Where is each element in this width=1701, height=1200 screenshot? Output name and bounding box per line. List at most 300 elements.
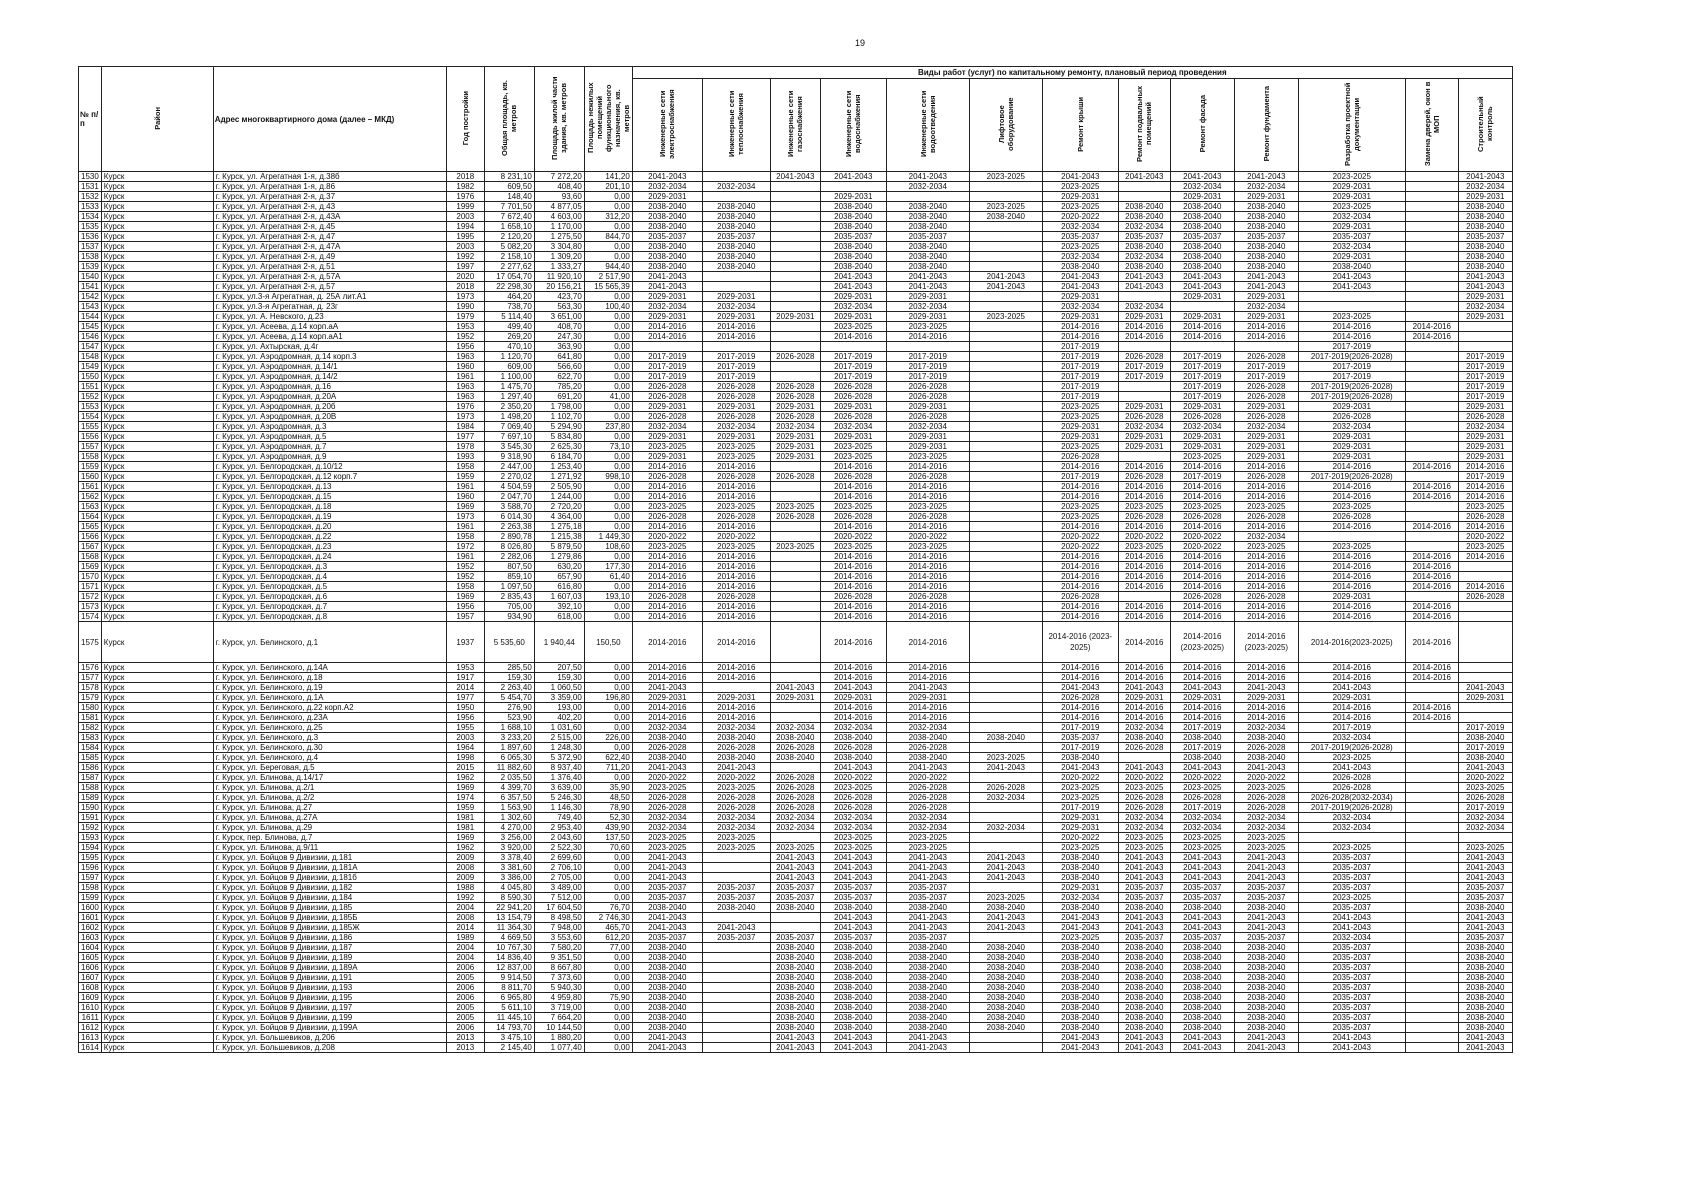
cell-doors xyxy=(1405,512,1458,522)
cell-lift xyxy=(969,542,1042,552)
cell-living-area: 657,90 xyxy=(534,572,584,582)
cell-district: Курск xyxy=(101,512,213,522)
cell-nonres-area: 312,20 xyxy=(584,212,632,222)
cell-nonres-area: 0,00 xyxy=(584,222,632,232)
cell-design: 2032-2034 xyxy=(1298,212,1405,222)
cell-basement: 2023-2025 xyxy=(1118,502,1170,512)
cell-doors xyxy=(1405,312,1458,322)
cell-control: 2041-2043 xyxy=(1458,1043,1512,1053)
cell-num: 1610 xyxy=(79,1003,102,1013)
cell-electro: 2014-2016 xyxy=(632,602,702,612)
cell-district: Курск xyxy=(101,903,213,913)
table-row xyxy=(79,222,1513,232)
cell-control: 2041-2043 xyxy=(1458,853,1512,863)
cell-year: 2004 xyxy=(446,953,484,963)
cell-foundation: 2014-2016 xyxy=(1234,492,1298,502)
cell-doors xyxy=(1405,402,1458,412)
cell-doors: 2014-2016 xyxy=(1405,673,1458,683)
cell-foundation: 2017-2019 xyxy=(1234,362,1298,372)
cell-lift xyxy=(969,582,1042,592)
cell-facade: 2038-2040 xyxy=(1170,903,1234,913)
cell-gas: 2026-2028 xyxy=(770,382,820,392)
cell-sewer: 2041-2043 xyxy=(886,863,969,873)
cell-sewer: 2041-2043 xyxy=(886,923,969,933)
cell-num: 1597 xyxy=(79,873,102,883)
cell-doors xyxy=(1405,222,1458,232)
cell-water: 2017-2019 xyxy=(820,372,886,382)
cell-year: 1973 xyxy=(446,292,484,302)
cell-nonres-area: 0,00 xyxy=(584,1013,632,1023)
cell-doors xyxy=(1405,803,1458,813)
table-row xyxy=(79,783,1513,793)
cell-sewer: 2023-2025 xyxy=(886,542,969,552)
cell-foundation: 2032-2034 xyxy=(1234,302,1298,312)
cell-nonres-area: 137,50 xyxy=(584,833,632,843)
cell-district: Курск xyxy=(101,392,213,402)
cell-num: 1566 xyxy=(79,532,102,542)
cell-address: г. Курск, ул. Агрегатная 2-я, д.47А xyxy=(213,242,446,252)
cell-num: 1562 xyxy=(79,492,102,502)
cell-district: Курск xyxy=(101,943,213,953)
cell-doors: 2014-2016 xyxy=(1405,572,1458,582)
cell-design: 2035-2037 xyxy=(1298,953,1405,963)
cell-sewer: 2038-2040 xyxy=(886,1003,969,1013)
cell-water: 2038-2040 xyxy=(820,202,886,212)
cell-basement: 2032-2034 xyxy=(1118,823,1170,833)
cell-lift: 2038-2040 xyxy=(969,943,1042,953)
cell-living-area: 1 060,50 xyxy=(534,683,584,693)
cell-heat: 2035-2037 xyxy=(702,893,770,903)
cell-design: 2017-2019 xyxy=(1298,372,1405,382)
cell-district: Курск xyxy=(101,212,213,222)
table-row xyxy=(79,683,1513,693)
cell-sewer: 2026-2028 xyxy=(886,793,969,803)
cell-heat: 2026-2028 xyxy=(702,592,770,602)
cell-facade: 2041-2043 xyxy=(1170,763,1234,773)
cell-nonres-area: 0,00 xyxy=(584,663,632,673)
cell-num: 1570 xyxy=(79,572,102,582)
table-row xyxy=(79,612,1513,622)
cell-sewer: 2026-2028 xyxy=(886,743,969,753)
cell-total-area: 5 082,20 xyxy=(484,242,534,252)
cell-total-area: 2 270,02 xyxy=(484,472,534,482)
cell-control: 2035-2037 xyxy=(1458,883,1512,893)
cell-district: Курск xyxy=(101,783,213,793)
cell-electro: 2023-2025 xyxy=(632,502,702,512)
cell-sewer: 2017-2019 xyxy=(886,372,969,382)
cell-district: Курск xyxy=(101,683,213,693)
cell-water: 2041-2043 xyxy=(820,272,886,282)
cell-design: 2014-2016 xyxy=(1298,322,1405,332)
cell-sewer: 2038-2040 xyxy=(886,222,969,232)
cell-district: Курск xyxy=(101,753,213,763)
cell-num: 1581 xyxy=(79,713,102,723)
cell-address: г. Курск, ул. Белгородская, д.18 xyxy=(213,502,446,512)
cell-lift: 2023-2025 xyxy=(969,893,1042,903)
cell-num: 1563 xyxy=(79,502,102,512)
cell-control: 2026-2028 xyxy=(1458,512,1512,522)
cell-electro: 2038-2040 xyxy=(632,993,702,1003)
cell-total-area: 17 054,70 xyxy=(484,272,534,282)
cell-lift xyxy=(969,262,1042,272)
header-work-0: Инженерные сети электроснабжения xyxy=(632,79,702,172)
cell-water: 2014-2016 xyxy=(820,462,886,472)
cell-gas: 2035-2037 xyxy=(770,883,820,893)
cell-foundation: 2014-2016 xyxy=(1234,713,1298,723)
cell-total-area: 7 672,40 xyxy=(484,212,534,222)
cell-num: 1574 xyxy=(79,612,102,622)
cell-year: 1953 xyxy=(446,663,484,673)
cell-electro: 2020-2022 xyxy=(632,532,702,542)
cell-living-area: 4 364,00 xyxy=(534,512,584,522)
cell-lift xyxy=(969,482,1042,492)
cell-doors xyxy=(1405,783,1458,793)
cell-sewer: 2038-2040 xyxy=(886,733,969,743)
cell-control: 2038-2040 xyxy=(1458,983,1512,993)
cell-water: 2038-2040 xyxy=(820,1013,886,1023)
cell-nonres-area: 0,00 xyxy=(584,893,632,903)
cell-water: 2041-2043 xyxy=(820,763,886,773)
cell-doors xyxy=(1405,893,1458,903)
cell-foundation: 2029-2031 xyxy=(1234,452,1298,462)
cell-basement: 2014-2016 xyxy=(1118,673,1170,683)
cell-electro: 2035-2037 xyxy=(632,933,702,943)
cell-electro: 2014-2016 xyxy=(632,622,702,663)
cell-water: 2014-2016 xyxy=(820,673,886,683)
cell-facade: 2017-2019 xyxy=(1170,803,1234,813)
cell-foundation: 2041-2043 xyxy=(1234,172,1298,182)
cell-year: 1992 xyxy=(446,893,484,903)
cell-water: 2041-2043 xyxy=(820,1033,886,1043)
cell-roof: 2017-2019 xyxy=(1042,372,1118,382)
cell-address: г. Курск, ул. Белинского, д.18 xyxy=(213,673,446,683)
cell-facade: 2023-2025 xyxy=(1170,833,1234,843)
cell-sewer: 2026-2028 xyxy=(886,472,969,482)
cell-basement: 2026-2028 xyxy=(1118,472,1170,482)
cell-basement: 2038-2040 xyxy=(1118,953,1170,963)
cell-facade: 2035-2037 xyxy=(1170,893,1234,903)
cell-design: 2026-2028 xyxy=(1298,773,1405,783)
cell-facade: 2029-2031 xyxy=(1170,432,1234,442)
cell-num: 1555 xyxy=(79,422,102,432)
cell-roof: 2041-2043 xyxy=(1042,282,1118,292)
cell-basement: 2041-2043 xyxy=(1118,1043,1170,1053)
cell-doors xyxy=(1405,883,1458,893)
cell-roof: 2020-2022 xyxy=(1042,532,1118,542)
cell-living-area: 1 271,92 xyxy=(534,472,584,482)
cell-roof: 2023-2025 xyxy=(1042,933,1118,943)
cell-gas: 2038-2040 xyxy=(770,983,820,993)
cell-doors xyxy=(1405,432,1458,442)
cell-foundation: 2026-2028 xyxy=(1234,512,1298,522)
cell-living-area: 11 920,10 xyxy=(534,272,584,282)
cell-address: г. Курск, ул. Аэродромная, д.3 xyxy=(213,422,446,432)
cell-district: Курск xyxy=(101,763,213,773)
cell-foundation: 2038-2040 xyxy=(1234,212,1298,222)
cell-water: 2014-2016 xyxy=(820,562,886,572)
cell-num: 1541 xyxy=(79,282,102,292)
cell-doors xyxy=(1405,1033,1458,1043)
cell-roof: 2014-2016 xyxy=(1042,322,1118,332)
cell-doors xyxy=(1405,833,1458,843)
cell-electro: 2017-2019 xyxy=(632,372,702,382)
cell-heat xyxy=(702,282,770,292)
cell-electro: 2029-2031 xyxy=(632,312,702,322)
cell-nonres-area: 237,80 xyxy=(584,422,632,432)
cell-address: г. Курск, ул. Бойцов 9 Дивизии, д.187 xyxy=(213,943,446,953)
cell-sewer: 2032-2034 xyxy=(886,723,969,733)
cell-water: 2032-2034 xyxy=(820,813,886,823)
cell-electro: 2029-2031 xyxy=(632,292,702,302)
cell-doors xyxy=(1405,733,1458,743)
cell-heat: 2026-2028 xyxy=(702,382,770,392)
cell-doors xyxy=(1405,392,1458,402)
cell-water: 2014-2016 xyxy=(820,622,886,663)
cell-address: г. Курск, ул. Агрегатная 2-я, д.37 xyxy=(213,192,446,202)
cell-control: 2038-2040 xyxy=(1458,753,1512,763)
cell-living-area: 7 948,00 xyxy=(534,923,584,933)
cell-design: 2014-2016 xyxy=(1298,332,1405,342)
cell-design: 2014-2016(2023-2025) xyxy=(1298,622,1405,663)
cell-facade: 2041-2043 xyxy=(1170,863,1234,873)
cell-gas: 2026-2028 xyxy=(770,773,820,783)
cell-basement: 2023-2025 xyxy=(1118,833,1170,843)
cell-basement xyxy=(1118,182,1170,192)
cell-sewer: 2014-2016 xyxy=(886,622,969,663)
cell-control xyxy=(1458,562,1512,572)
cell-num: 1603 xyxy=(79,933,102,943)
cell-living-area: 5 879,50 xyxy=(534,542,584,552)
cell-roof: 2023-2025 xyxy=(1042,402,1118,412)
cell-doors: 2014-2016 xyxy=(1405,322,1458,332)
cell-facade: 2041-2043 xyxy=(1170,683,1234,693)
cell-gas: 2032-2034 xyxy=(770,422,820,432)
cell-address: г. Курск, ул. Блинова, д.27А xyxy=(213,813,446,823)
cell-total-area: 2 263,40 xyxy=(484,683,534,693)
cell-lift xyxy=(969,723,1042,733)
cell-water: 2023-2025 xyxy=(820,843,886,853)
cell-living-area: 3 719,00 xyxy=(534,1003,584,1013)
cell-basement: 2041-2043 xyxy=(1118,282,1170,292)
cell-sewer: 2041-2043 xyxy=(886,683,969,693)
cell-design: 2023-2025 xyxy=(1298,172,1405,182)
cell-water: 2014-2016 xyxy=(820,582,886,592)
cell-doors xyxy=(1405,352,1458,362)
cell-address: г. Курск, ул. Бойцов 9 Дивизии, д.191 xyxy=(213,973,446,983)
cell-total-area: 276,90 xyxy=(484,703,534,713)
cell-address: г. Курск, ул. Белинского, д.1А xyxy=(213,693,446,703)
cell-lift xyxy=(969,843,1042,853)
cell-district: Курск xyxy=(101,302,213,312)
cell-living-area: 207,50 xyxy=(534,663,584,673)
cell-electro: 2038-2040 xyxy=(632,753,702,763)
cell-roof: 2014-2016 xyxy=(1042,462,1118,472)
cell-electro: 2041-2043 xyxy=(632,873,702,883)
cell-living-area: 9 351,50 xyxy=(534,953,584,963)
cell-doors xyxy=(1405,472,1458,482)
cell-living-area: 2 515,00 xyxy=(534,733,584,743)
table-row xyxy=(79,372,1513,382)
table-row xyxy=(79,502,1513,512)
cell-heat: 2029-2031 xyxy=(702,292,770,302)
cell-living-area: 3 553,60 xyxy=(534,933,584,943)
cell-design: 2023-2025 xyxy=(1298,893,1405,903)
cell-sewer: 2023-2025 xyxy=(886,843,969,853)
cell-control: 2032-2034 xyxy=(1458,422,1512,432)
table-row xyxy=(79,1033,1513,1043)
cell-basement: 2032-2034 xyxy=(1118,422,1170,432)
cell-roof: 2023-2025 xyxy=(1042,182,1118,192)
cell-address: г. Курск, ул. Белгородская, д.23 xyxy=(213,542,446,552)
cell-gas: 2035-2037 xyxy=(770,933,820,943)
cell-heat xyxy=(702,1033,770,1043)
cell-facade: 2023-2025 xyxy=(1170,502,1234,512)
cell-roof: 2014-2016 xyxy=(1042,572,1118,582)
cell-nonres-area: 0,00 xyxy=(584,452,632,462)
cell-electro: 2035-2037 xyxy=(632,883,702,893)
cell-num: 1569 xyxy=(79,562,102,572)
cell-basement: 2041-2043 xyxy=(1118,853,1170,863)
table-row xyxy=(79,883,1513,893)
cell-district: Курск xyxy=(101,913,213,923)
table-row xyxy=(79,743,1513,753)
table-row xyxy=(79,292,1513,302)
cell-total-area: 3 588,70 xyxy=(484,502,534,512)
cell-basement: 2035-2037 xyxy=(1118,893,1170,903)
cell-year: 2005 xyxy=(446,1003,484,1013)
cell-heat: 2014-2016 xyxy=(702,552,770,562)
cell-address: г. Курск, ул. Бойцов 9 Дивизии, д.181 xyxy=(213,853,446,863)
cell-basement: 2017-2019 xyxy=(1118,372,1170,382)
cell-gas: 2026-2028 xyxy=(770,412,820,422)
cell-gas xyxy=(770,212,820,222)
cell-address: г. Курск, ул. Агрегатная 2-я, д.45 xyxy=(213,222,446,232)
cell-gas: 2029-2031 xyxy=(770,442,820,452)
cell-foundation: 2038-2040 xyxy=(1234,1003,1298,1013)
cell-roof: 2041-2043 xyxy=(1042,763,1118,773)
cell-electro: 2041-2043 xyxy=(632,272,702,282)
cell-doors xyxy=(1405,793,1458,803)
table-row xyxy=(79,1023,1513,1033)
cell-sewer: 2029-2031 xyxy=(886,693,969,703)
cell-basement: 2038-2040 xyxy=(1118,993,1170,1003)
cell-electro: 2032-2034 xyxy=(632,302,702,312)
cell-heat: 2023-2025 xyxy=(702,783,770,793)
cell-roof: 2029-2031 xyxy=(1042,813,1118,823)
cell-living-area: 4 603,00 xyxy=(534,212,584,222)
cell-living-area: 4 959,80 xyxy=(534,993,584,1003)
cell-nonres-area: 78,90 xyxy=(584,803,632,813)
cell-num: 1539 xyxy=(79,262,102,272)
cell-nonres-area: 0,00 xyxy=(584,192,632,202)
cell-living-area: 7 664,20 xyxy=(534,1013,584,1023)
cell-heat: 2014-2016 xyxy=(702,713,770,723)
cell-heat: 2023-2025 xyxy=(702,502,770,512)
table-row xyxy=(79,983,1513,993)
cell-electro: 2023-2025 xyxy=(632,833,702,843)
cell-gas: 2041-2043 xyxy=(770,172,820,182)
header-living-area: Площадь жилой части здания, кв. метров xyxy=(534,67,584,172)
cell-district: Курск xyxy=(101,382,213,392)
cell-district: Курск xyxy=(101,482,213,492)
cell-num: 1549 xyxy=(79,362,102,372)
cell-control: 2041-2043 xyxy=(1458,923,1512,933)
cell-roof: 2017-2019 xyxy=(1042,743,1118,753)
cell-nonres-area: 201,10 xyxy=(584,182,632,192)
cell-nonres-area: 998,10 xyxy=(584,472,632,482)
cell-sewer: 2014-2016 xyxy=(886,522,969,532)
cell-electro: 2026-2028 xyxy=(632,743,702,753)
cell-year: 2006 xyxy=(446,993,484,1003)
cell-doors: 2014-2016 xyxy=(1405,582,1458,592)
cell-total-area: 3 381,60 xyxy=(484,863,534,873)
cell-heat: 2014-2016 xyxy=(702,582,770,592)
cell-water: 2041-2043 xyxy=(820,913,886,923)
cell-num: 1530 xyxy=(79,172,102,182)
cell-heat: 2038-2040 xyxy=(702,262,770,272)
cell-foundation: 2032-2034 xyxy=(1234,182,1298,192)
cell-gas xyxy=(770,252,820,262)
cell-lift xyxy=(969,192,1042,202)
table-row xyxy=(79,492,1513,502)
cell-basement: 2020-2022 xyxy=(1118,773,1170,783)
cell-total-area: 2 120,20 xyxy=(484,232,534,242)
cell-heat: 2014-2016 xyxy=(702,332,770,342)
cell-control: 2029-2031 xyxy=(1458,693,1512,703)
table-row xyxy=(79,713,1513,723)
header-nonres-area: Площадь нежилых помещений функционального назначения, кв. метров xyxy=(584,67,632,172)
cell-address: г. Курск, ул.3-я Агрегатная, д. 25А лит.А1 xyxy=(213,292,446,302)
cell-facade: 2014-2016 xyxy=(1170,522,1234,532)
cell-address: г. Курск, ул. Бойцов 9 Дивизии, д.189А xyxy=(213,963,446,973)
cell-basement xyxy=(1118,382,1170,392)
cell-lift: 2041-2043 xyxy=(969,863,1042,873)
cell-year: 2009 xyxy=(446,873,484,883)
cell-heat: 2035-2037 xyxy=(702,232,770,242)
cell-district: Курск xyxy=(101,472,213,482)
cell-roof: 2032-2034 xyxy=(1042,893,1118,903)
cell-facade: 2038-2040 xyxy=(1170,983,1234,993)
cell-address: г. Курск, ул. Аэродромная, д.14/2 xyxy=(213,372,446,382)
cell-facade: 2014-2016 xyxy=(1170,482,1234,492)
cell-facade: 2029-2031 xyxy=(1170,292,1234,302)
cell-lift xyxy=(969,883,1042,893)
cell-foundation: 2041-2043 xyxy=(1234,272,1298,282)
cell-control: 2032-2034 xyxy=(1458,182,1512,192)
cell-basement: 2026-2028 xyxy=(1118,512,1170,522)
cell-foundation: 2041-2043 xyxy=(1234,873,1298,883)
cell-address: г. Курск, ул. Агрегатная 2-я, д.43 xyxy=(213,202,446,212)
cell-design: 2026-2028(2032-2034) xyxy=(1298,793,1405,803)
cell-foundation: 2014-2016 xyxy=(1234,673,1298,683)
cell-district: Курск xyxy=(101,502,213,512)
cell-water xyxy=(820,182,886,192)
cell-year: 1962 xyxy=(446,773,484,783)
cell-address: г. Курск, ул. Блинова, д.2/2 xyxy=(213,793,446,803)
cell-design: 2032-2034 xyxy=(1298,813,1405,823)
cell-water: 2026-2028 xyxy=(820,803,886,813)
cell-basement: 2014-2016 xyxy=(1118,622,1170,663)
table-row xyxy=(79,202,1513,212)
cell-facade: 2029-2031 xyxy=(1170,192,1234,202)
cell-heat: 2026-2028 xyxy=(702,743,770,753)
cell-design: 2029-2031 xyxy=(1298,252,1405,262)
cell-total-area: 609,50 xyxy=(484,182,534,192)
cell-control: 2041-2043 xyxy=(1458,1033,1512,1043)
cell-facade: 2014-2016 xyxy=(1170,552,1234,562)
cell-year: 1958 xyxy=(446,532,484,542)
cell-year: 2018 xyxy=(446,282,484,292)
